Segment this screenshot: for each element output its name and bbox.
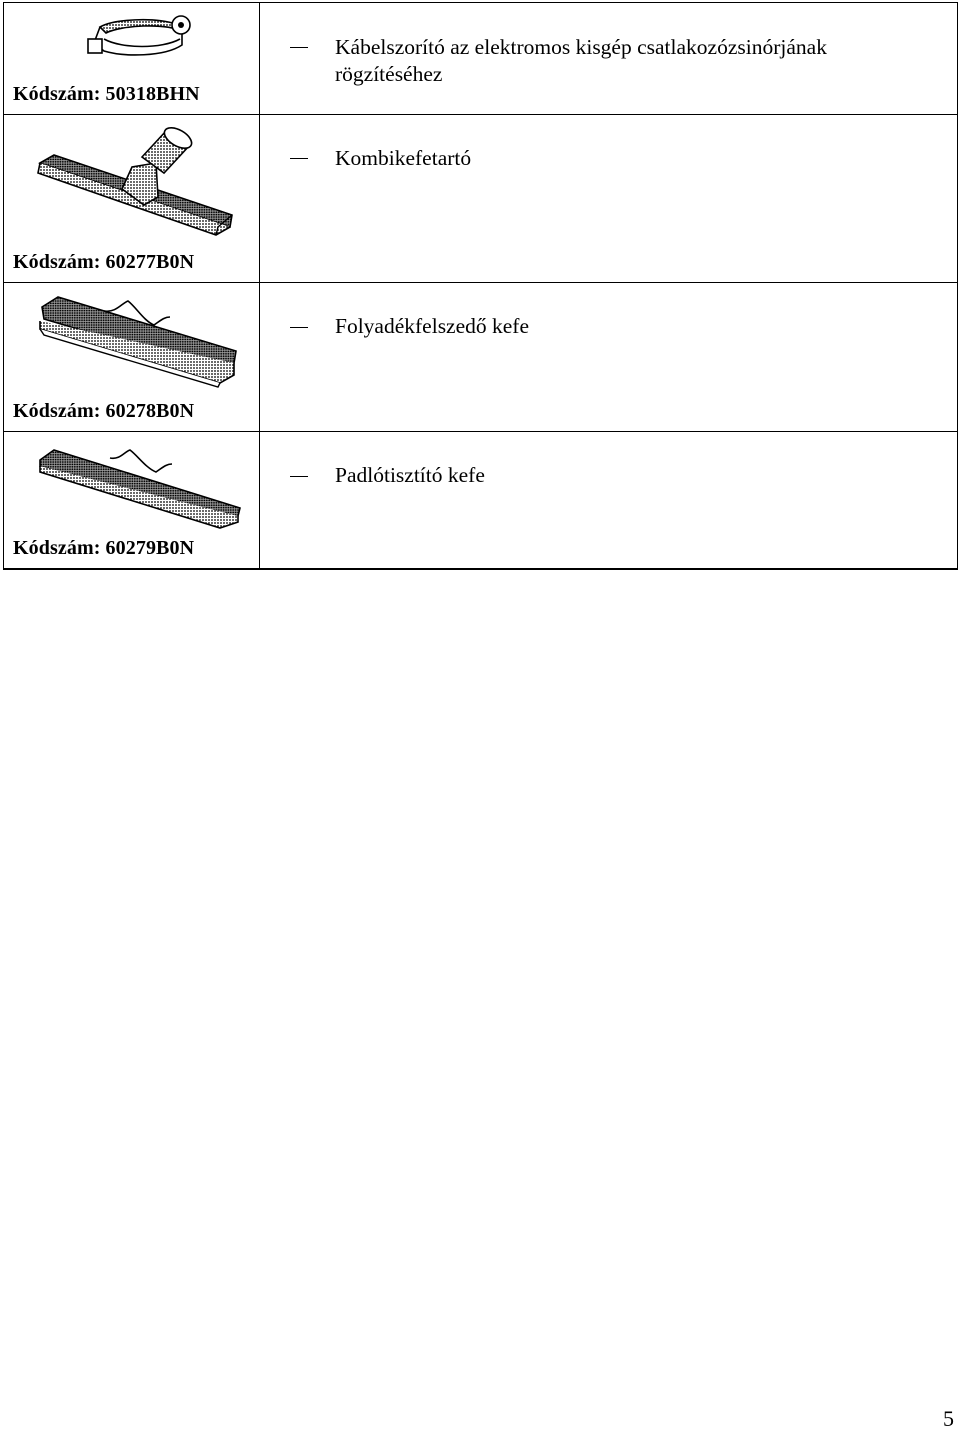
part-image-cell: [4, 115, 260, 283]
part-description-cell: [260, 115, 958, 283]
list-dash: [290, 158, 308, 159]
part-image-cell: [4, 283, 260, 432]
part-image-cell: [4, 3, 260, 115]
part-description: Folyadékfelszedő kefe: [335, 314, 530, 338]
part-description-cell: [260, 432, 958, 569]
part-description: Padlótisztító kefe: [335, 463, 485, 487]
part-code: Kódszám: 60277B0N: [13, 251, 195, 273]
table-row: [4, 115, 958, 283]
part-description: Kombikefetartó: [335, 146, 472, 170]
list-dash: [290, 47, 308, 48]
page-number: 5: [943, 1406, 954, 1431]
part-image-cell: [4, 432, 260, 569]
list-dash: [290, 327, 308, 328]
table-row: [4, 432, 958, 569]
part-code: Kódszám: 60278B0N: [13, 400, 195, 422]
part-description-cell: [260, 3, 958, 115]
list-dash: [290, 476, 308, 477]
table-row: [4, 283, 958, 432]
table-row: [4, 3, 958, 115]
parts-table: [3, 2, 958, 570]
part-code: Kódszám: 60279B0N: [13, 536, 195, 559]
part-code: Kódszám: 50318BHN: [13, 83, 200, 105]
part-description-cell: [260, 283, 958, 432]
part-description: Kábelszorító az elektromos kisgép csatlakozózsinórjának rögzítéséhez: [335, 35, 827, 86]
